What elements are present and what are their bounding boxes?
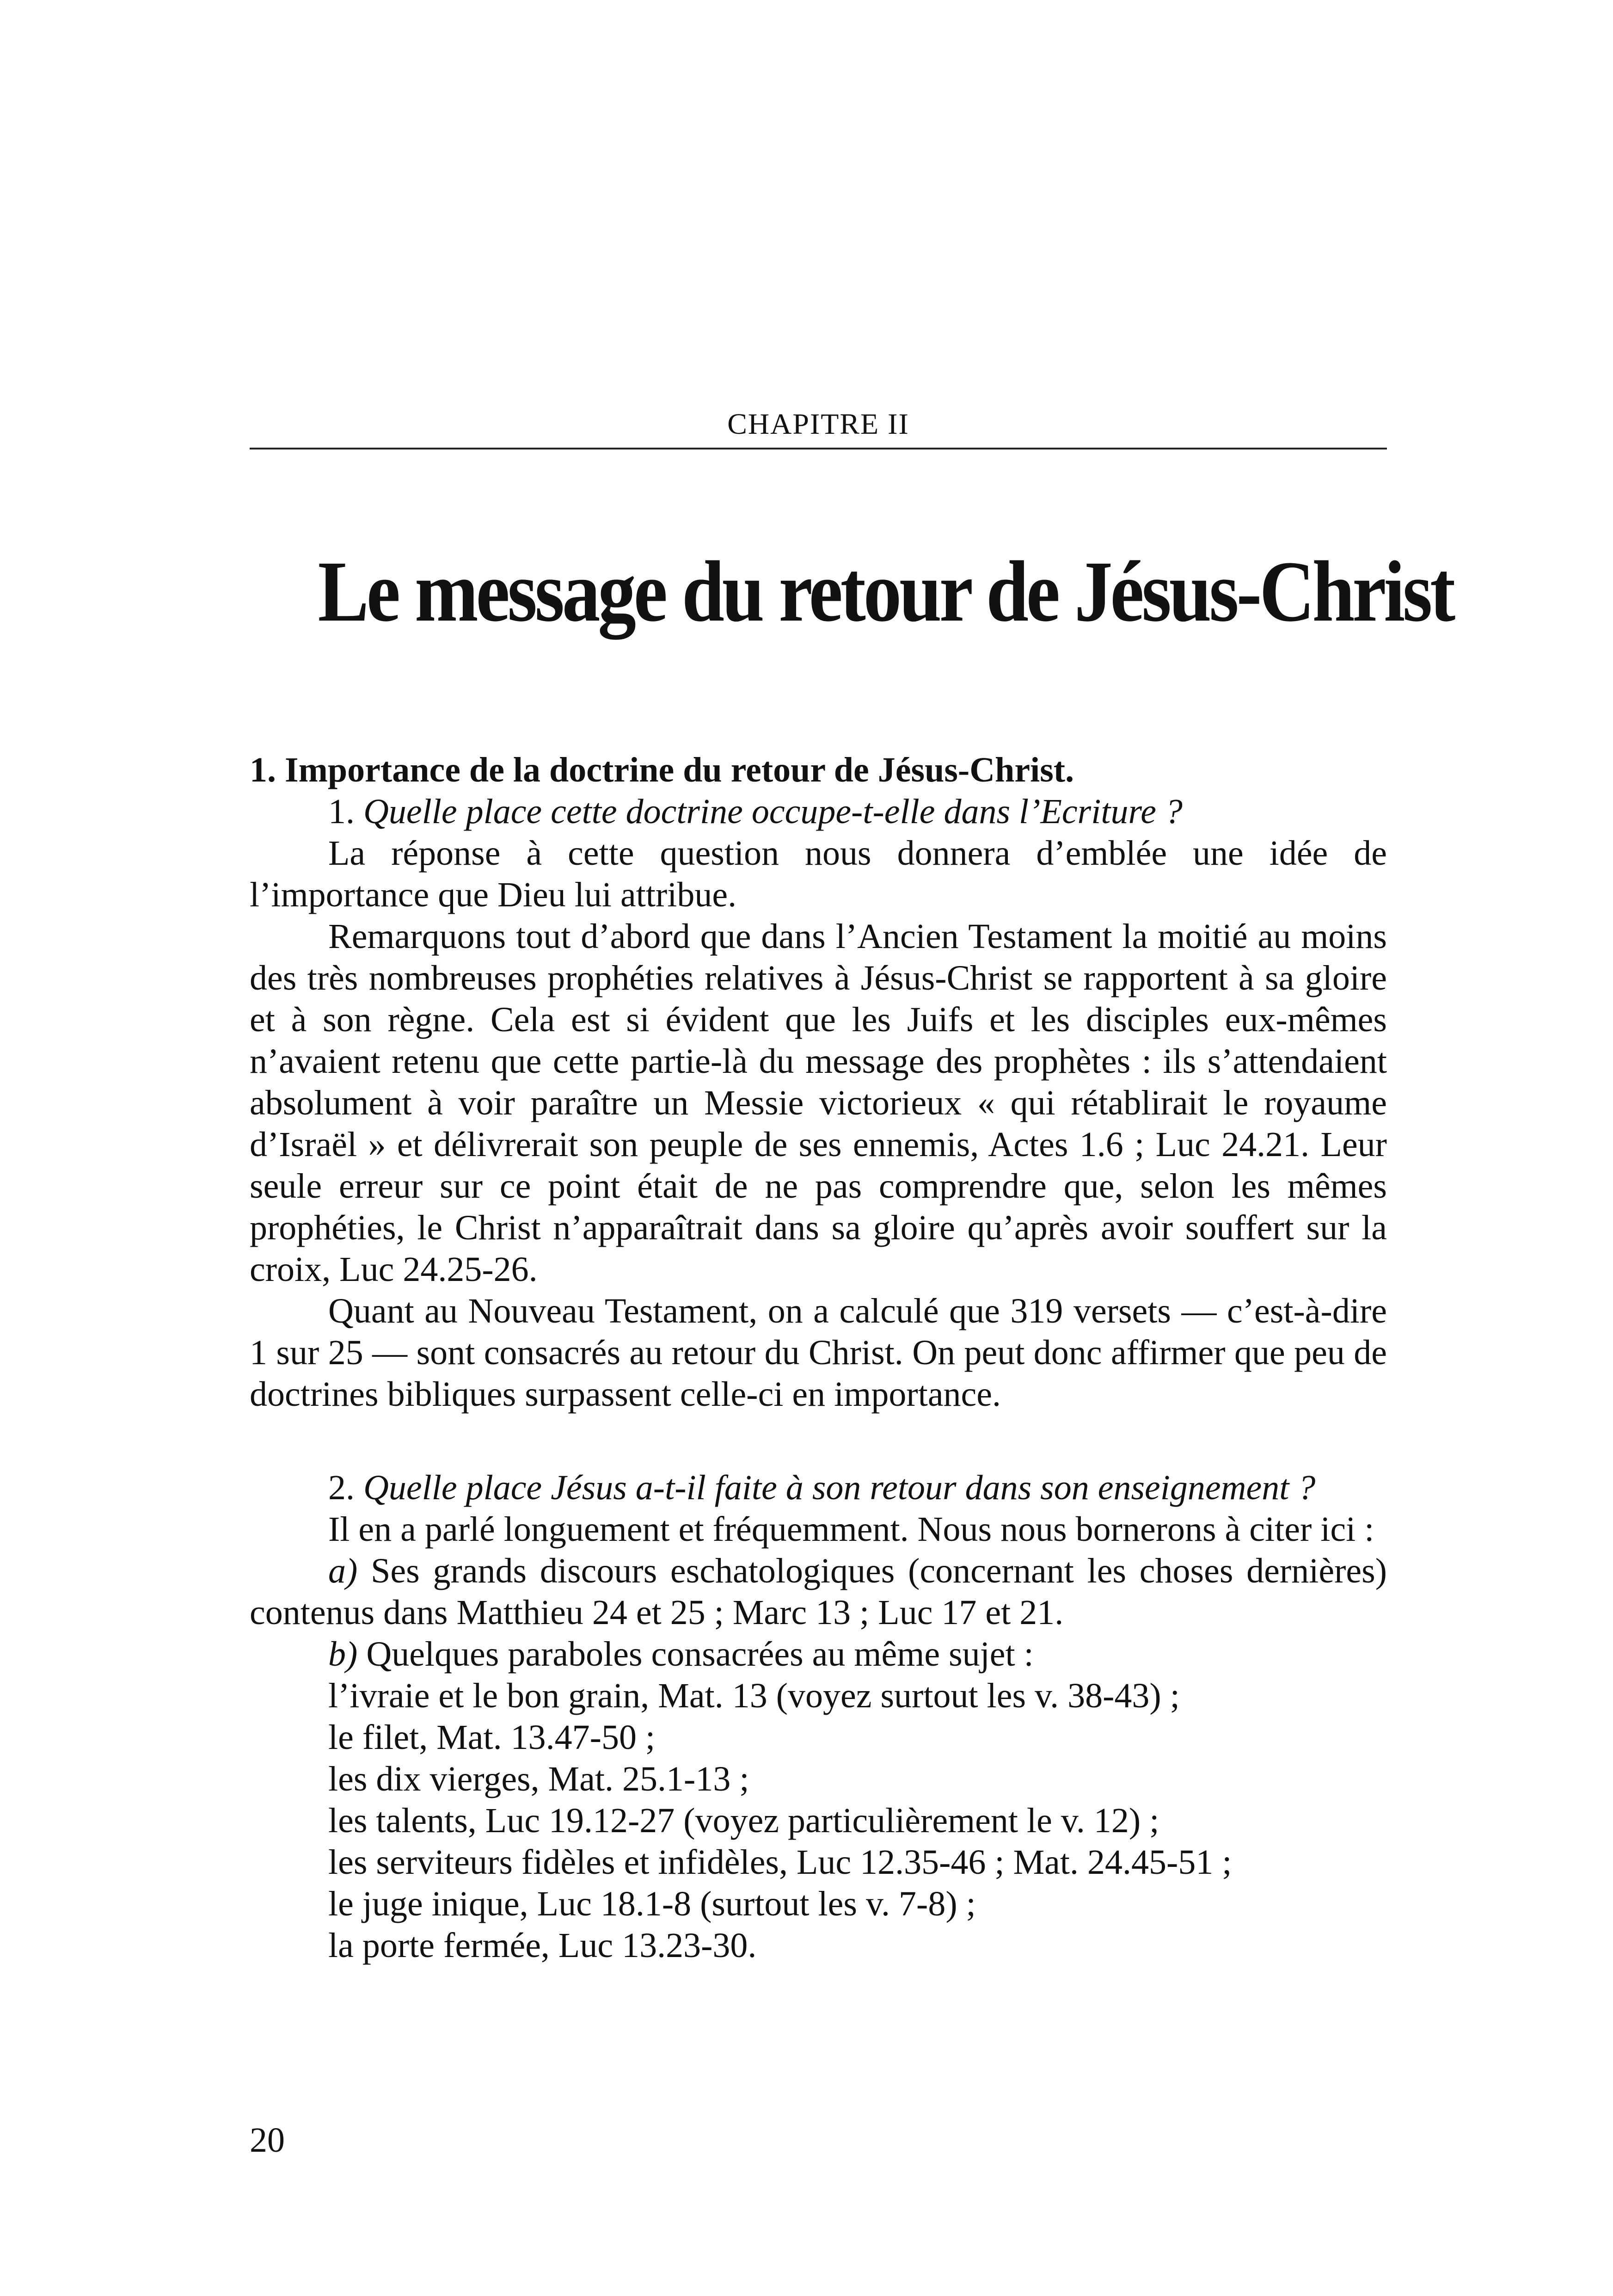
chapter-divider [250,448,1387,449]
body-text [250,749,1387,1966]
question-1-number: 1. [328,792,355,831]
point-b-text: Quelques paraboles consacrées au même sujet : [366,1635,1034,1674]
point-a-label: a) [328,1551,358,1590]
question-2-text: Quelle place Jésus a-t-il faite à son retour dans son enseignement ? [363,1468,1316,1507]
parable-item: l’ivraie et le bon grain, Mat. 13 (voyez surtout les v. 38-43) ; [328,1676,1180,1715]
parable-item: les talents, Luc 19.12-27 (voyez particulièrement le v. 12) ; [328,1801,1159,1840]
page-number: 20 [250,2121,285,2160]
parable-item: les serviteurs fidèles et infidèles, Luc 12.35-46 ; Mat. 24.45-51 ; [328,1843,1232,1882]
parable-item: la porte fermée, Luc 13.23-30. [328,1926,757,1965]
section-heading: 1. Importance de la doctrine du retour de Jésus-Christ. [250,751,1074,789]
parable-item: le juge inique, Luc 18.1-8 (surtout les v. 7-8) ; [328,1884,976,1923]
question-2-number: 2. [328,1468,355,1507]
chapter-label: CHAPITRE II [727,407,909,440]
paragraph-3: Quant au Nouveau Testament, on a calculé que 319 versets — c’est-à-dire 1 sur 25 — sont consacrés au retour du Christ. On peut donc affirmer que peu de doctrines bibliques surpassent celle-ci en importance. [250,1292,1387,1414]
question-1 [250,791,1387,832]
point-b-label: b) [328,1635,358,1674]
point-a-text: Ses grands discours eschatologiques (concernant les choses dernières) contenus dans Matthieu 24 et 25 ; Marc 13 ; Luc 17 et 21. [250,1551,1387,1632]
question-2 [250,1467,1387,1508]
parable-item: les dix vierges, Mat. 25.1-13 ; [328,1760,749,1798]
point-a [250,1550,1387,1633]
paragraph-4: Il en a parlé longuement et fréquemment. Nous nous bornerons à citer ici : [328,1510,1374,1549]
paragraph-1: La réponse à cette question nous donnera d’emblée une idée de l’importance que Dieu lui attribue. [250,834,1387,914]
point-b [250,1633,1387,1675]
parable-item: le filet, Mat. 13.47-50 ; [328,1718,656,1757]
chapter-title: Le message du retour de Jésus-Christ [318,543,1453,640]
paragraph-2: Remarquons tout d’abord que dans l’Ancien Testament la moitié au moins des très nombreuses prophéties relatives à Jésus-Christ se rapportent à sa gloire et à son règne. Cela est si évident que les Juifs et les disciples eux-mêmes n’avaient retenu que cette partie-là du message des prophètes : ils s’attendaient absolument à voir paraître un Messie victorieux « qui rétablirait le royaume d’Israël » et délivrerait son peuple de ses ennemis, Actes 1.6 ; Luc 24.21. Leur seule erreur sur ce point était de ne pas comprendre que, selon les mêmes prophéties, le Christ n’apparaîtrait dans sa gloire qu’après avoir souffert sur la croix, Luc 24.25-26. [250,917,1387,1289]
question-1-text: Quelle place cette doctrine occupe-t-elle dans l’Ecriture ? [363,792,1183,831]
